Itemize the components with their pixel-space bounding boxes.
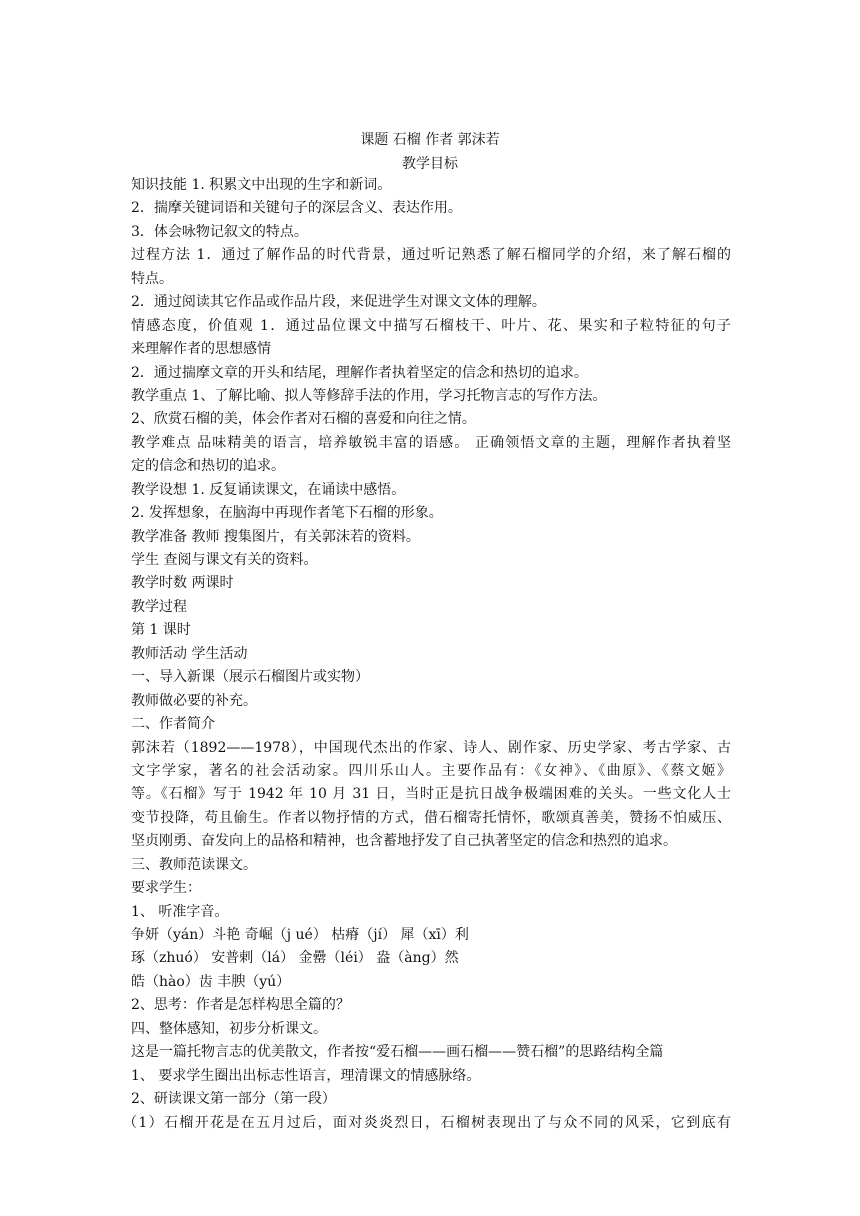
- text-line: 2、思考：作者是怎样构思全篇的？: [131, 997, 350, 1014]
- text-line: 等。《石榴》写于 1942 年 10 月 31 日，当时正是抗日战争极端困难的关头。一些文化人士: [131, 786, 731, 803]
- text-line: 琢（zhuó） 安普剌（lá） 金罍（léi） 盎（àng）然: [131, 950, 459, 967]
- text-line: 教师活动 学生活动: [131, 645, 248, 662]
- text-line: 3．体会咏物记叙文的特点。: [131, 223, 308, 240]
- text-line: 三、教师范读课文。: [131, 856, 257, 873]
- text-line: 情感态度，价值观 1．通过品位课文中描写石榴枝干、叶片、花、果实和子粒特征的句子: [131, 317, 731, 334]
- text-line: 文字学家，著名的社会活动家。四川乐山人。主要作品有：《女神》、《曲原》、《蔡文姬》: [131, 762, 731, 779]
- text-line: 知识技能 1. 积累文中出现的生字和新词。: [131, 177, 392, 193]
- text-line: 教学时数 两课时: [131, 575, 234, 592]
- text-line: 教学难点 品味精美的语言，培养敏锐丰富的语感。 正确领悟文章的主题，理解作者执着坚: [131, 434, 731, 451]
- text-line: 2、研读课文第一部分（第一段）: [131, 1091, 336, 1108]
- text-line: 特点。: [131, 270, 173, 287]
- text-line: 1、 要求学生圈出出标志性语言，理清课文的情感脉络。: [131, 1067, 481, 1084]
- text-line: 要求学生：: [131, 880, 201, 897]
- text-line: 坚贞刚勇、奋发向上的品格和精神，也含蓄地抒发了自己执著坚定的信念和热烈的追求。: [131, 833, 677, 850]
- text-line: 皓（hào）齿 丰腴（yú）: [131, 973, 291, 990]
- text-line: 来理解作者的思想感情: [131, 341, 271, 358]
- text-line: 教学准备 教师 搜集图片，有关郭沫若的资料。: [131, 528, 420, 545]
- text-line: 2. 发挥想象，在脑海中再现作者笔下石榴的形象。: [131, 505, 443, 522]
- text-line: 1、 听准字音。: [131, 903, 229, 920]
- text-line: 变节投降，苟且偷生。作者以物抒情的方式，借石榴寄托情怀，歌颂真善美，赞扬不怕威压、: [131, 809, 731, 826]
- text-line: 四、整体感知，初步分析课文。: [131, 1020, 327, 1037]
- text-line: 第 1 课时: [131, 622, 191, 639]
- document-body: [123, 174, 731, 1135]
- text-line: （1）石榴开花是在五月过后，面对炎炎烈日，石榴树表现出了与众不同的风采，它到底有: [123, 1114, 731, 1131]
- text-line: 争妍（yán）斗艳 奇崛（j ué） 枯瘠（jí） 犀（xī）利: [131, 927, 469, 943]
- text-line: 教学设想 1. 反复诵读课文，在诵读中感悟。: [131, 481, 406, 498]
- text-line: 2．通过阅读其它作品或作品片段，来促进学生对课文文体的理解。: [131, 294, 546, 311]
- text-line: 这是一篇托物言志的优美散文，作者按“爱石榴——画石榴——赞石榴”的思路结构全篇: [131, 1044, 664, 1061]
- text-line: 过程方法 1．通过了解作品的时代背景，通过听记熟悉了解石榴同学的介绍，来了解石榴的: [131, 247, 731, 264]
- section-heading-teaching-goals: 教学目标: [402, 156, 458, 172]
- text-line: 2．通过揣摩文章的开头和结尾，理解作者执着坚定的信念和热切的追求。: [131, 364, 588, 381]
- text-line: 2、欣赏石榴的美，体会作者对石榴的喜爱和向往之情。: [131, 411, 476, 428]
- text-line: 定的信念和热切的追求。: [131, 458, 285, 475]
- text-line: 教师做必要的补充。: [131, 692, 257, 709]
- text-line: 郭沫若（1892——1978），中国现代杰出的作家、诗人、剧作家、历史学家、考古学家、古: [131, 739, 731, 756]
- text-line: 二、作者简介: [131, 716, 215, 733]
- text-line: 2．揣摩关键词语和关键句子的深层含义、表达作用。: [131, 200, 462, 217]
- text-line: 教学过程: [131, 598, 187, 615]
- text-line: 学生 查阅与课文有关的资料。: [131, 552, 318, 568]
- lesson-title: 课题 石榴 作者 郭沫若: [360, 132, 500, 148]
- text-line: 一、导入新课（展示石榴图片或实物）: [131, 669, 369, 686]
- text-line: 教学重点 1、了解比喻、拟人等修辞手法的作用，学习托物言志的写作方法。: [131, 387, 607, 404]
